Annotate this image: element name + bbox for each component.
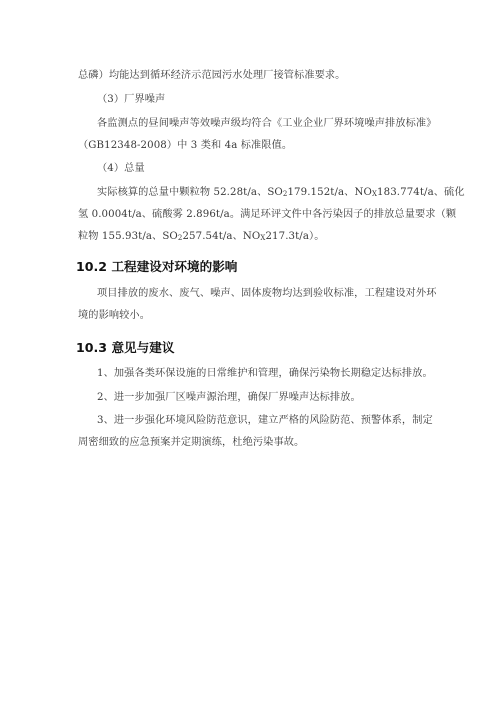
paragraph-total-line1 (97, 186, 465, 200)
suggestion-item-3-line2: 周密细致的应急预案并定期演练，杜绝污染事故。 (78, 437, 305, 448)
paragraph-noise-line1: 各监测点的昼间噪声等效噪声级均符合《工业企业厂界环境噪声排放标准》 (97, 118, 437, 129)
subscript: 2 (282, 190, 288, 198)
subscript: X (371, 190, 378, 198)
suggestion-item-1: 1、加强各类环保设施的日常维护和管理，确保污染物长期稳定达标排放。 (97, 368, 433, 379)
paragraph-total-line3 (78, 230, 325, 244)
item-label-boundary-noise: （3）厂界噪声 (97, 94, 166, 105)
section-heading-10-2: 10.2 工程建设对环境的影响 (76, 259, 238, 274)
paragraph-impact-line2: 境的影响较小。 (78, 310, 151, 321)
subscript: 2 (177, 234, 183, 242)
text-fragment: 179.152t/a、NO (287, 187, 372, 198)
subscript: X (260, 234, 266, 242)
paragraph-noise-line2: （GB12348-2008）中 3 类和 4a 标准限值。 (78, 140, 293, 151)
section-heading-10-3: 10.3 意见与建议 (76, 340, 175, 355)
text-fragment: 217.3t/a）。 (265, 231, 325, 242)
item-label-total-amount: （4）总量 (97, 163, 145, 174)
text-fragment: 实际核算的总量中颗粒物 52.28t/a、SO (97, 187, 283, 198)
text-fragment: 183.774t/a、硫化 (377, 187, 465, 198)
paragraph-continued: 总磷）均能达到循环经济示范园污水处理厂接管标准要求。 (78, 70, 346, 81)
text-fragment: 粒物 155.93t/a、SO (78, 231, 178, 242)
paragraph-total-line2: 氢 0.0004t/a、硫酸雾 2.896t/a。满足环评文件中各污染因子的排放总量要求（颗 (78, 209, 457, 220)
suggestion-item-3-line1: 3、进一步强化环境风险防范意识，建立严格的风险防范、预警体系，制定 (97, 415, 433, 426)
suggestion-item-2: 2、进一步加强厂区噪声源治理，确保厂界噪声达标排放。 (97, 392, 361, 403)
paragraph-impact-line1: 项目排放的废水、废气、噪声、固体废物均达到验收标准，工程建设对外环 (97, 288, 437, 299)
text-fragment: 257.54t/a、NO (182, 231, 261, 242)
